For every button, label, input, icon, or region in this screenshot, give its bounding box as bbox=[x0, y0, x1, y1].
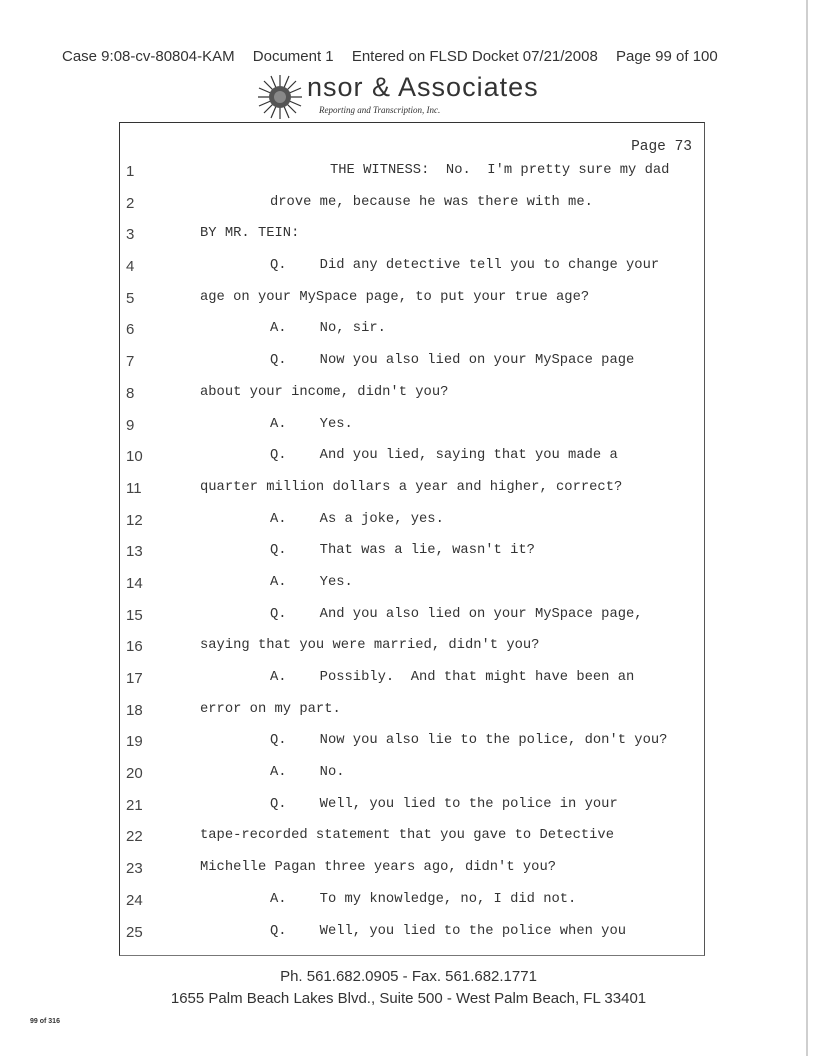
footer-contact: Ph. 561.682.0905 - Fax. 561.682.1771 bbox=[280, 968, 537, 985]
line-text: tape-recorded statement that you gave to Detective bbox=[200, 828, 614, 844]
line-number: 24 bbox=[126, 891, 143, 909]
logo-subtitle: Reporting and Transcription, Inc. bbox=[319, 105, 441, 115]
line-text: A. Yes. bbox=[270, 416, 353, 432]
transcript-line bbox=[120, 733, 704, 765]
line-number: 6 bbox=[126, 321, 135, 339]
transcript-line bbox=[120, 575, 704, 607]
line-text: saying that you were married, didn't you? bbox=[200, 638, 540, 654]
line-text: drove me, because he was there with me. bbox=[270, 194, 593, 210]
footer-address: 1655 Palm Beach Lakes Blvd., Suite 500 - West Palm Beach, FL 33401 bbox=[170, 990, 647, 1007]
line-number: 22 bbox=[126, 828, 143, 846]
line-number: 2 bbox=[126, 194, 135, 212]
line-number: 14 bbox=[126, 574, 143, 592]
line-text: quarter million dollars a year and higher, correct? bbox=[200, 479, 623, 495]
transcript-line bbox=[120, 512, 704, 544]
line-text: age on your MySpace page, to put your true age? bbox=[200, 289, 590, 305]
transcript-frame bbox=[119, 122, 705, 956]
line-number: 1 bbox=[126, 163, 135, 180]
transcript-line bbox=[120, 702, 704, 734]
transcript-line bbox=[120, 417, 704, 449]
transcript-page-label: Page 73 bbox=[631, 139, 692, 155]
line-text: Q. Now you also lie to the police, don't you? bbox=[270, 733, 668, 749]
transcript-line bbox=[120, 163, 704, 195]
reporter-logo bbox=[255, 72, 555, 122]
transcript-line bbox=[120, 321, 704, 353]
line-text: A. As a joke, yes. bbox=[270, 511, 444, 527]
logo-name: nsor & Associates bbox=[307, 72, 539, 102]
transcript-line bbox=[120, 258, 704, 290]
line-text: Q. That was a lie, wasn't it? bbox=[270, 543, 535, 559]
line-number: 10 bbox=[126, 448, 143, 466]
transcript-line bbox=[120, 195, 704, 227]
line-number: 13 bbox=[126, 543, 143, 561]
line-number: 11 bbox=[126, 479, 142, 497]
transcript-line bbox=[120, 924, 704, 956]
document-number: Document 1 bbox=[252, 48, 334, 65]
line-text: THE WITNESS: No. I'm pretty sure my dad bbox=[330, 163, 670, 178]
line-number: 16 bbox=[126, 638, 143, 656]
transcript-line bbox=[120, 765, 704, 797]
line-text: Q. Did any detective tell you to change your bbox=[270, 258, 660, 274]
transcript-line bbox=[120, 480, 704, 512]
line-text: Michelle Pagan three years ago, didn't you? bbox=[200, 860, 557, 876]
line-text: A. To my knowledge, no, I did not. bbox=[270, 891, 577, 907]
line-number: 18 bbox=[126, 701, 143, 719]
line-number: 7 bbox=[126, 353, 135, 371]
page-of-total: Page 99 of 100 bbox=[615, 48, 718, 65]
transcript-lines bbox=[120, 163, 704, 955]
docket-entry: Entered on FLSD Docket 07/21/2008 bbox=[351, 48, 598, 65]
sun-seal-icon bbox=[257, 74, 303, 120]
line-number: 23 bbox=[126, 860, 143, 878]
line-number: 19 bbox=[126, 733, 143, 751]
transcript-line bbox=[120, 638, 704, 670]
line-text: A. Possibly. And that might have been an bbox=[270, 670, 635, 685]
line-text: Q. And you also lied on your MySpace page, bbox=[270, 606, 643, 622]
line-text: about your income, didn't you? bbox=[200, 384, 449, 400]
page-edge-rule bbox=[806, 0, 808, 1056]
transcript-line bbox=[120, 892, 704, 924]
case-number: Case 9:08-cv-80804-KAM bbox=[62, 48, 235, 65]
transcript-line bbox=[120, 828, 704, 860]
footer bbox=[0, 966, 817, 1010]
line-number: 25 bbox=[126, 923, 143, 941]
line-number: 3 bbox=[126, 226, 135, 244]
case-header bbox=[62, 48, 762, 65]
transcript-line bbox=[120, 290, 704, 322]
line-number: 4 bbox=[126, 258, 135, 276]
line-number: 12 bbox=[126, 511, 143, 529]
line-number: 21 bbox=[126, 796, 143, 814]
line-number: 20 bbox=[126, 765, 143, 783]
transcript-line bbox=[120, 353, 704, 385]
line-text: BY MR. TEIN: bbox=[200, 226, 300, 242]
line-number: 15 bbox=[126, 606, 143, 624]
transcript-line bbox=[120, 860, 704, 892]
transcript-line bbox=[120, 448, 704, 480]
transcript-line bbox=[120, 543, 704, 575]
line-text: A. No, sir. bbox=[270, 321, 386, 337]
line-number: 5 bbox=[126, 289, 135, 307]
line-text: Q. Now you also lied on your MySpace page bbox=[270, 353, 635, 369]
line-text: A. No. bbox=[270, 765, 345, 781]
page-count: 99 of 316 bbox=[30, 1018, 60, 1025]
transcript-line bbox=[120, 670, 704, 702]
line-number: 8 bbox=[126, 384, 135, 402]
line-text: Q. Well, you lied to the police when you bbox=[270, 923, 627, 939]
line-text: A. Yes. bbox=[270, 574, 353, 590]
line-text: error on my part. bbox=[200, 701, 341, 717]
transcript-line bbox=[120, 797, 704, 829]
line-number: 9 bbox=[126, 416, 135, 434]
line-text: Q. Well, you lied to the police in your bbox=[270, 796, 618, 812]
transcript-line bbox=[120, 607, 704, 639]
transcript-line bbox=[120, 385, 704, 417]
transcript-line bbox=[120, 226, 704, 258]
line-number: 17 bbox=[126, 670, 143, 687]
line-text: Q. And you lied, saying that you made a bbox=[270, 448, 618, 464]
